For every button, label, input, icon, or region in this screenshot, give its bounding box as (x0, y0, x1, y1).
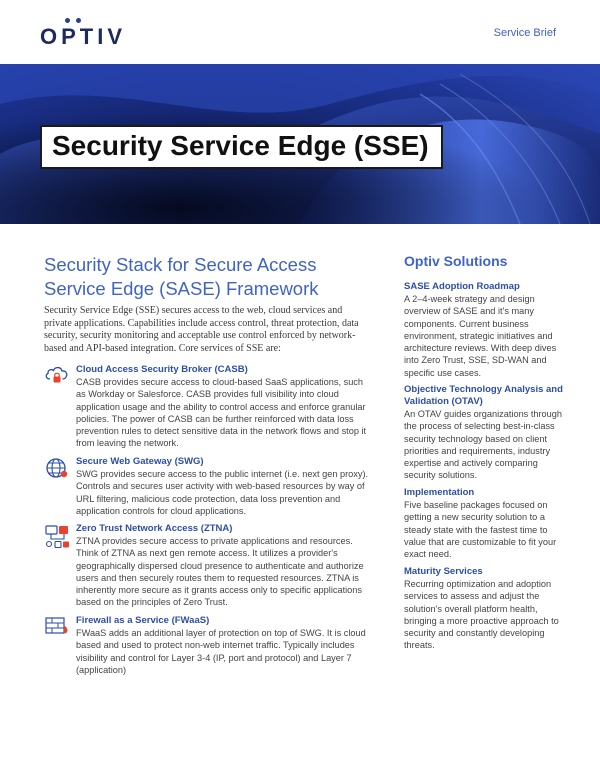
optiv-logo[interactable] (40, 18, 126, 48)
service-description: FWaaS adds an additional layer of protection on top of SWG. It is cloud based and used to protect non-web internet traffic. Typically includes visibility and control for Layer 3-4 (IP, port and protocol) and Layer 7 (application) (76, 628, 366, 675)
service-description: CASB provides secure access to cloud-based SaaS applications, such as Workday or Salesforce. CASB provides full visibility into cloud application usage and the ability to control access and enforce granular policies. The power of CASB can be further reinforced with data loss prevention rules to detect sensitive data in the network flows and stop it from leaving the network. (76, 377, 367, 449)
solution-item (404, 384, 564, 482)
solution-title: Implementation (404, 487, 475, 498)
firewall-icon (44, 615, 76, 643)
cloud-lock-icon (44, 364, 76, 392)
main-heading: Security Stack for Secure Access Service Edge (SASE) Framework (44, 254, 319, 299)
service-fwaas (44, 615, 374, 676)
network-access-icon (44, 523, 76, 551)
solution-item (404, 566, 564, 652)
service-ztna (44, 523, 374, 609)
solution-item (404, 281, 564, 379)
service-swg (44, 456, 374, 517)
solution-title: Objective Technology Analysis and Validation (OTAV) (404, 384, 563, 407)
logo-text: OPTIV (40, 24, 127, 49)
service-description: SWG provides secure access to the public internet (i.e. next gen proxy). Controls and secures user activity with web-based resources by way of URL filtering, malicious code protection, data loss prevention and application controls for cloud applications. (76, 469, 369, 516)
solution-description: Recurring optimization and adoption services to assess and adjust the solution's overall platform health, bringing a more proactive approach to security and constantly developing threats. (404, 579, 559, 651)
globe-icon (44, 456, 76, 484)
service-brief-label: Service Brief (493, 27, 556, 39)
service-casb (44, 364, 374, 450)
service-description: ZTNA provides secure access to private applications and resources. Think of ZTNA as next gen remote access. It utilizes a provider's geographically dispersed cloud presence to authenticate and authorize users and then securely routes them to requested resources. ZTNA is inherently more secure as it grants access only to specific applications based on the principles of Zero Trust. (76, 536, 364, 608)
intro-paragraph: Security Service Edge (SSE) secures access to the web, cloud services and private applications. Capabilities include access control, threat protection, data security, security monitoring and acceptable use control enforced by network-based and API-based integration. Core services of SSE are: (44, 305, 359, 354)
solution-description: A 2–4-week strategy and design overview of SASE and it's many components. Current business environment, strategic initiatives and architecture reviews. With deep dives into Zero Trust, SSE, SD-WAN and specific use cases. (404, 294, 557, 378)
service-title: Zero Trust Network Access (ZTNA) (76, 523, 233, 534)
solution-item (404, 487, 564, 560)
solution-description: An OTAV guides organizations through the process of selecting best-in-class security technology based on client priorities and requirements, industry expertise and actively comparing security solutions. (404, 409, 562, 481)
page-title: Security Service Edge (SSE) (40, 125, 443, 169)
service-title: Cloud Access Security Broker (CASB) (76, 364, 248, 375)
solution-title: Maturity Services (404, 566, 483, 577)
service-title: Firewall as a Service (FWaaS) (76, 615, 210, 626)
solution-title: SASE Adoption Roadmap (404, 281, 520, 292)
sidebar-heading: Optiv Solutions (404, 253, 508, 269)
service-title: Secure Web Gateway (SWG) (76, 456, 204, 467)
solution-description: Five baseline packages focused on getting a new security solution to a steady state with the fastest time to value that are customizable to fit your exact need. (404, 500, 557, 560)
